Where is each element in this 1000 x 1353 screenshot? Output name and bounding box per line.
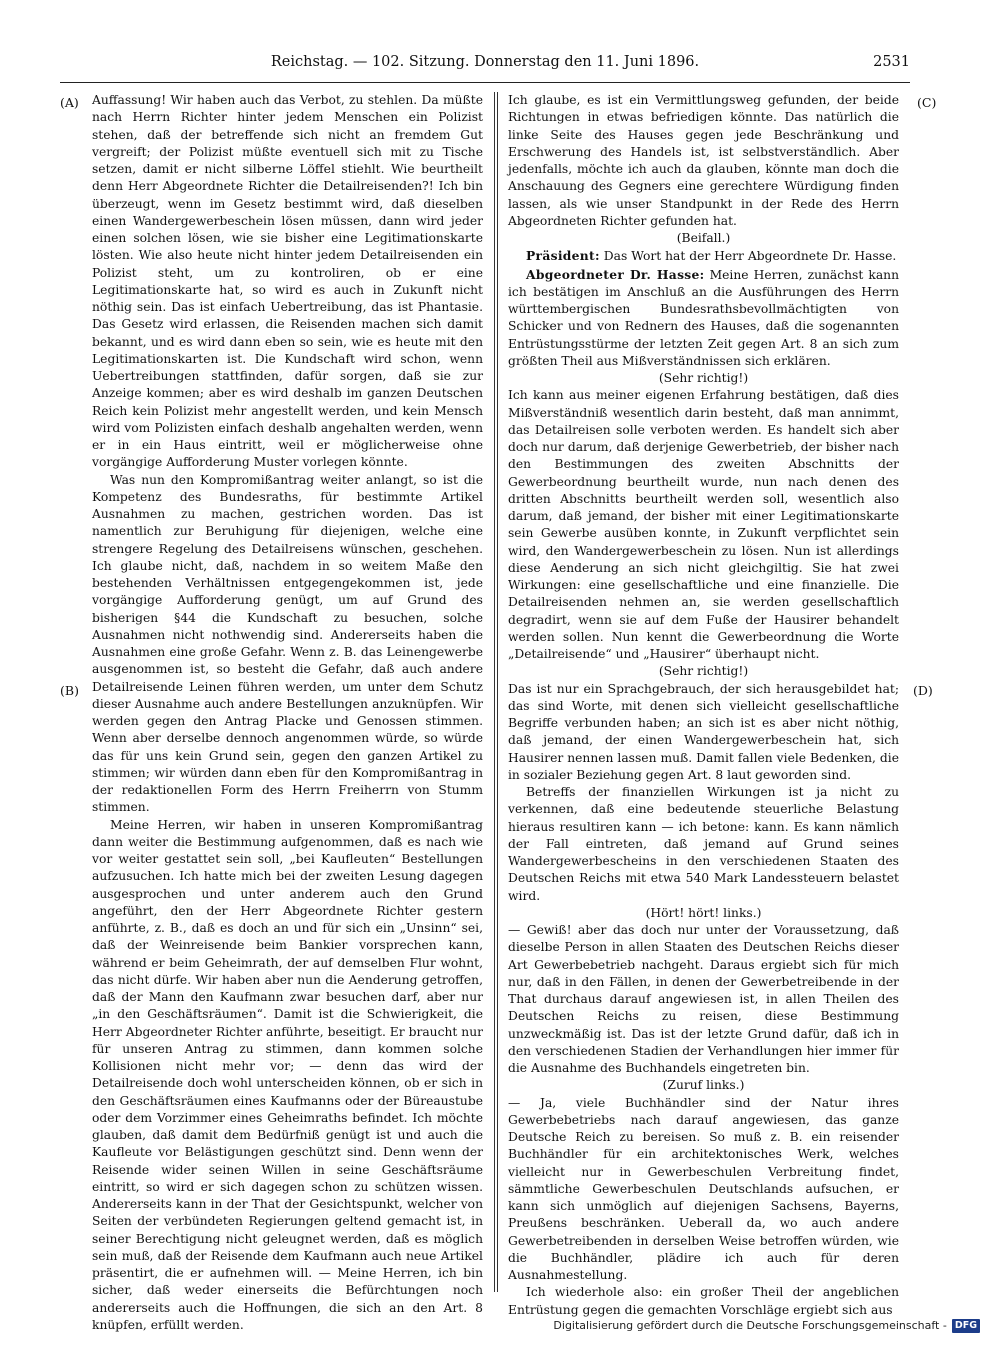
paragraph: Betreffs der finanziellen Wirkungen ist ja nicht zu verkennen, daß eine bedeutende steuerliche Belastung hieraus resultiren kann — ich betone: kann. Es kann nämlich der Fall eintreten, daß jemand auf Grund seines Wandergewerbescheins in den verschiedenen Staaten des Deutschen Reichs mit etwa 540 Mark Landessteuern belastet wird. — [508, 785, 899, 903]
column-divider — [497, 92, 498, 1292]
paragraph: — Ja, viele Buchhändler sind der Natur ihres Gewerbebetriebs nach darauf angewiesen, das ganze Deutsche Reich zu bereisen. So muß z. B. ein reisender Buchhändler für ein architektonisches Werk, welches vielleicht nur in Gewerbeschulen Verbreitung findet, sämmtliche Gewerbeschulen Deutschlands aufsuchen, er kann sich unmöglich auf diejenigen Sachsens, Bayerns, Preußens beschränken. Ueberall da, wo auch andere Gewerbetreibenden in derselben Weise betroffen würden, wie die Buchhändler, plädire ich auch für deren Ausnahmestellung. — [508, 1095, 899, 1282]
page-number: 2531 — [873, 54, 910, 70]
paragraph: Das ist nur ein Sprachgebrauch, der sich herausgebildet hat; das sind Worte, mit denen sich vielleicht gesellschaftliche Begriffe verbunden haben; an sich ist es aber nicht nöthig, daß jemand, der einen Wandergewerbeschein hat, sich Hausirer nennen lassen muß. Damit fallen viele Bedenken, die in sozialer Beziehung gegen Art. 8 laut geworden sind. — [508, 681, 899, 782]
speech-text: Meine Herren, zunächst kann ich bestätigen im Anschluß an die Ausführungen des Herrn württembergischen Bundesrathsbevollmächtigten von Schicker und von Rednern des Hauses, daß die sogenannten Entrüstungsstürme der letzten Zeit gegen Art. 8 an sich zum größten Theil aus Mißverständnissen sich erklären. — [508, 267, 899, 368]
margin-marker-b: (B) — [60, 683, 79, 698]
reaction: (Beifall.) — [676, 231, 731, 245]
speech-intro — [508, 266, 899, 371]
reaction: (Sehr richtig!) — [658, 371, 749, 385]
paragraph: Meine Herren, wir haben in unseren Kompromißantrag dann weiter die Bestimmung aufgenommen, daß es nach wie vor weiter gestattet sein soll, „bei Kaufleuten“ Bestellungen aufzusuchen. Ich hatte mich bei der zweiten Lesung dagegen ausgesprochen und unter anderem auch den Grund angeführt, den der Herr Abgeordnete Richter gestern anführte, z. B., daß es doch an und für sich ein „Unsinn“ sei, daß der Weinreisende beim Bankier vorsprechen kann, während er beim Geheimrath, der auf demselben Flur wohnt, das nicht dürfe. Wir haben aber nun die Aenderung getroffen, daß der Mann den Kaufmann zwar besuchen darf, aber nur „in den Geschäftsräumen“. Damit ist die Schwierigkeit, die Herr Abgeordneter Richter anführte, beseitigt. Er braucht nur für unseren Antrag zu stimmen, dann kommen solche Kollisionen nicht mehr vor; — denn das wird der Detailreisende doch wohl unterscheiden können, ob er sich in den Geschäftsräumen eines Kaufmanns oder der Büreaustube oder dem Vorzimmer eines Geheimraths befindet. Ich möchte glauben, daß damit dem Bedürfniß genügt ist und auch die Kaufleute vor Belästigungen geschützt sind. Denn wenn der Reisende wider seinen Willen in seine Geschäftsräume eintritt, so wird er sich dagegen schon zu schützen wissen. Andererseits kann in der That der Gesichtspunkt, welcher von Seiten der verbündeten Regierungen geltend gemacht ist, in seiner Berechtigung nicht geleugnet werden, daß es möglich sein muß, daß der Reisende dem Kaufmann auch neue Artikel präsentirt, die er aufnehmen will. — Meine Herren, ich bin sicher, daß weder einerseits die Befürchtungen noch andererseits auch die Hoffnungen, die sich an den Art. 8 knüpfen, erfüllt werden. — [92, 817, 483, 1332]
reaction: (Hört! hört! links.) — [645, 905, 762, 920]
speech-text: Das Wort hat der Herr Abgeordnete Dr. Hasse. — [599, 249, 897, 264]
margin-marker-c: (C) — [917, 95, 937, 110]
footer-text: Digitalisierung gefördert durch die Deutsche Forschungsgemeinschaft - — [553, 1319, 947, 1332]
left-column — [92, 92, 483, 1332]
paragraph: Ich glaube, es ist ein Vermittlungsweg gefunden, der beide Richtungen in etwas befriedigen könnte. Das natürlich die linke Seite des Hauses gegen jede Beschränkung und Erschwerung des Handels ist, ist selbstverständlich. Aber jedenfalls, möchte ich auch da glauben, könnte man doch die Anschauung des Gegners eine gerechtere Würdigung finden lassen, als wie unser Standpunkt in der Rede des Herrn Abgeordneten Richter gefunden hat. — [508, 93, 899, 228]
dfg-logo: DFG — [952, 1319, 980, 1333]
speaker-label: Abgeordneter Dr. Hasse: — [526, 266, 705, 282]
margin-marker-d: (D) — [913, 683, 933, 698]
speaker-label: Präsident: — [526, 248, 600, 264]
paragraph: Ich wiederhole also: ein großer Theil der angeblichen Entrüstung gegen die gemachten Vorschläge ergiebt sich aus — [508, 1285, 899, 1317]
paragraph: Was nun den Kompromißantrag weiter anlangt, so ist die Kompetenz des Bundesraths, für bestimmte Artikel Ausnahmen zu machen, gestrichen worden. Das ist namentlich zur Beruhigung für diejenigen, welche eine strengere Regelung des Detailreisens wünschen, geschehen. Ich glaube nicht, daß, nachdem in so weitem Maße den bestehenden Verhältnissen entgegengekommen ist, jede vorgängige Aufforderung genügt, um auf Grund des bisherigen §44 die Kundschaft zu besuchen, solche Ausnahmen nicht nothwendig sind. Andererseits haben die Ausnahmen eine große Gefahr. Wenn z. B. das Leinengewerbe ausgenommen ist, so besteht die Gefahr, daß auch andere Detailreisende Leinen führen werden, um unter dem Schutz dieser Ausnahme auch andere Bestellungen anzuknüpfen. Wir werden gegen den Antrag Placke und Genossen stimmen. Wenn aber derselbe dennoch angenommen würde, so würde das für uns kein Grund sein, gegen den ganzen Artikel zu stimmen; wir würden dann eben für den Kompromißantrag in der redaktionellen Form des Herrn Freiherrn von Stumm stimmen. — [92, 472, 483, 815]
paragraph: — Gewiß! aber das doch nur unter der Voraussetzung, daß dieselbe Person in allen Staaten des Deutschen Reichs dieser Art Gewerbebetrieb nachgeht. Daraus ergiebt sich für mich nur, daß in den Fällen, in denen der Gewerbetreibende in der That durchaus darauf angewiesen ist, in allen Theilen des Deutschen Reichs zu reisen, diese Bestimmung unzweckmäßig ist. Das ist der letzte Grund dafür, daß ich in den verschiedenen Stadien der Verhandlungen hier immer für die Ausnahme des Buchhandels eingetreten bin. — [508, 923, 899, 1075]
header-rule — [60, 82, 910, 83]
running-header — [60, 50, 910, 74]
column-divider — [494, 92, 495, 1292]
right-column — [508, 92, 899, 1317]
reaction: (Sehr richtig!) — [658, 664, 749, 679]
paragraph: Ich kann aus meiner eigenen Erfahrung bestätigen, daß dies Mißverständniß wesentlich darin besteht, daß man annimmt, das Detailreisen solle verboten werden. Es handelt sich aber doch nur darum, daß derjenige Gewerbetrieb, der bisher nach den Bestimmungen des zweiten Abschnitts der Gewerbeordnung beurtheilt wurde, nun nach denen des dritten Abschnitts beurtheilt werden soll, wesentlich also darum, daß jemand, der bisher mit einer Legitimationskarte sein Gewerbe ausüben konnte, in Zukunft verpflichtet sein wird, den Wandergewerbeschein zu lösen. Nun ist allerdings diese Aenderung an sich nicht gleichgiltig. Sie hat zwei Wirkungen: eine gesellschaftliche und eine finanzielle. Die Detailreisenden nehmen an, sie werden gesellschaftlich degradirt, wenn sie auf dem Fuße der Hausirer behandelt werden sollen. Nun kennt die Gewerbeordnung die Worte „Detailreisende“ und „Hausirer“ überhaupt nicht. — [508, 388, 899, 661]
reaction: (Zuruf links.) — [662, 1078, 745, 1093]
paragraph: Auffassung! Wir haben auch das Verbot, zu stehlen. Da müßte nach Herrn Richter hinter jedem Menschen ein Polizist stehen, daß der betreffende sich nicht an fremdem Gut vergreift; der Polizist müßte eventuell sich mit zu Tische setzen, damit er nicht silberne Löffel stiehlt. Wie beurtheilt denn Herr Abgeordnete Richter die Detailreisenden?! Ich bin überzeugt, wenn im Gesetz bestimmt wird, daß dieselben einen Wandergewerbeschein lösen müssen, dann wird jeder einen solchen lösen, wie sie bisher eine Legitimationskarte lösten. Wie also heute nicht hinter jedem Detailreisenden ein Polizist steht, um zu kontroliren, ob er eine Legitimationskarte hat, so wird es auch in Zukunft nicht nöthig sein. Das ist einfach Uebertreibung, das ist Phantasie. Das Gesetz wird erlassen, die Reisenden machen sich damit bekannt, und es wird dann eben so sein, wie es heute mit den Legitimationskarten ist. Die Kundschaft wird schon, wenn Uebertreibungen stattfinden, dafür sorgen, daß sie zur Anzeige kommen; aber es wird deshalb im ganzen Deutschen Reich kein Polizist mehr angestellt werden, und kein Mensch wird vom Polizisten einfach deshalb angehalten werden, wenn er in ein Haus eintritt, weil er möglicherweise ohne vorgängige Aufforderung Muster vorlegen könnte. — [92, 93, 483, 470]
header-title: Reichstag. — 102. Sitzung. Donnerstag den 11. Juni 1896. — [270, 54, 700, 70]
speech-intro — [508, 247, 899, 265]
margin-marker-a: (A) — [60, 95, 79, 110]
digitization-footer — [553, 1317, 980, 1335]
